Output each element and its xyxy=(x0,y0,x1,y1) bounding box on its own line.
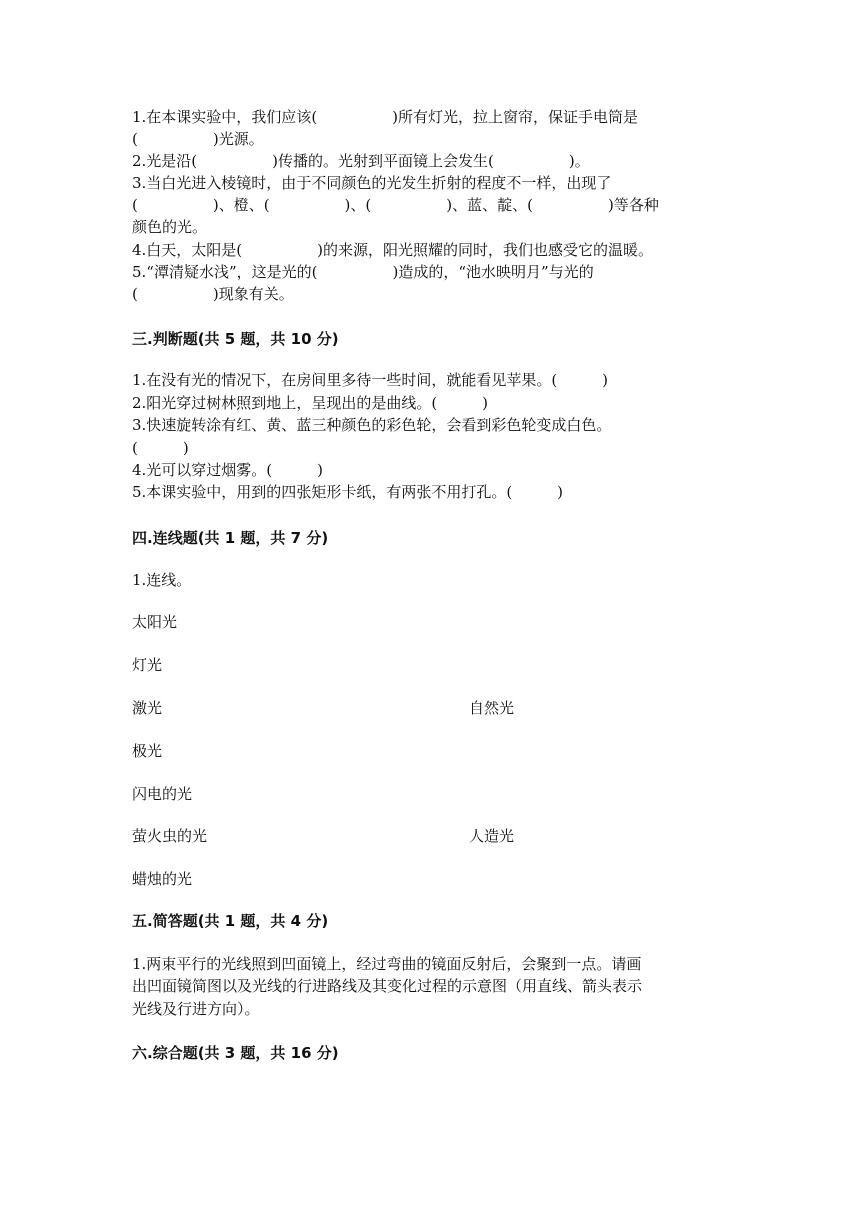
matching-left-item: 激光 xyxy=(132,699,163,717)
judgment-line: 3.快速旋转涂有红、黄、蓝三种颜色的彩色轮，会看到彩色轮变成白色。 xyxy=(132,416,612,434)
judgment-line: 1.在没有光的情况下，在房间里多待一些时间，就能看见苹果。( ) xyxy=(132,371,609,389)
fill-blank-line: 颜色的光。 xyxy=(132,218,208,236)
fill-blank-line: ( )、橙、( )、( )、蓝、靛、( )等各种 xyxy=(132,196,659,214)
fill-blank-line: ( )光源。 xyxy=(132,130,264,148)
fill-blank-line: 3.当白光进入棱镜时，由于不同颜色的光发生折射的程度不一样，出现了 xyxy=(132,174,612,192)
fill-blank-line: 4.白天，太阳是( )的来源，阳光照耀的同时，我们也感受它的温暖。 xyxy=(132,241,654,259)
matching-right-item: 自然光 xyxy=(469,699,515,717)
matching-left-item: 萤火虫的光 xyxy=(132,827,208,845)
matching-left-item: 蜡烛的光 xyxy=(132,870,193,888)
short-answer-line: 出凹面镜简图以及光线的行进路线及其变化过程的示意图（用直线、箭头表示 xyxy=(132,977,643,995)
matching-left-item: 极光 xyxy=(132,742,163,760)
judgment-line: ( ) xyxy=(132,439,189,457)
matching-question: 1.连线。 xyxy=(132,571,192,589)
fill-blank-line: 1.在本课实验中，我们应该( )所有灯光，拉上窗帘，保证手电筒是 xyxy=(132,108,639,126)
matching-left-item: 闪电的光 xyxy=(132,785,193,803)
fill-blank-line: 5.“潭清疑水浅”，这是光的( )造成的，“池水映明月”与光的 xyxy=(132,263,594,281)
fill-blank-line: 2.光是沿( )传播的。光射到平面镜上会发生( )。 xyxy=(132,152,590,170)
matching-left-item: 灯光 xyxy=(132,656,163,674)
judgment-line: 2.阳光穿过树林照到地上，呈现出的是曲线。( ) xyxy=(132,394,489,412)
short-answer-line: 1.两束平行的光线照到凹面镜上，经过弯曲的镜面反射后，会聚到一点。请画 xyxy=(132,955,642,973)
fill-blank-line: ( )现象有关。 xyxy=(132,285,294,303)
short-answer-line: 光线及行进方向）。 xyxy=(132,1000,260,1018)
section-title-judgment: 三.判断题(共 5 题，共 10 分) xyxy=(132,330,339,348)
section-title-matching: 四.连线题(共 1 题，共 7 分) xyxy=(132,529,329,547)
judgment-line: 5.本课实验中，用到的四张矩形卡纸，有两张不用打孔。( ) xyxy=(132,483,564,501)
matching-left-item: 太阳光 xyxy=(132,613,178,631)
section-title-short-answer: 五.简答题(共 1 题，共 4 分) xyxy=(132,912,329,930)
judgment-line: 4.光可以穿过烟雾。( ) xyxy=(132,461,324,479)
section-title-comprehensive: 六.综合题(共 3 题，共 16 分) xyxy=(132,1044,339,1062)
matching-right-item: 人造光 xyxy=(469,827,515,845)
